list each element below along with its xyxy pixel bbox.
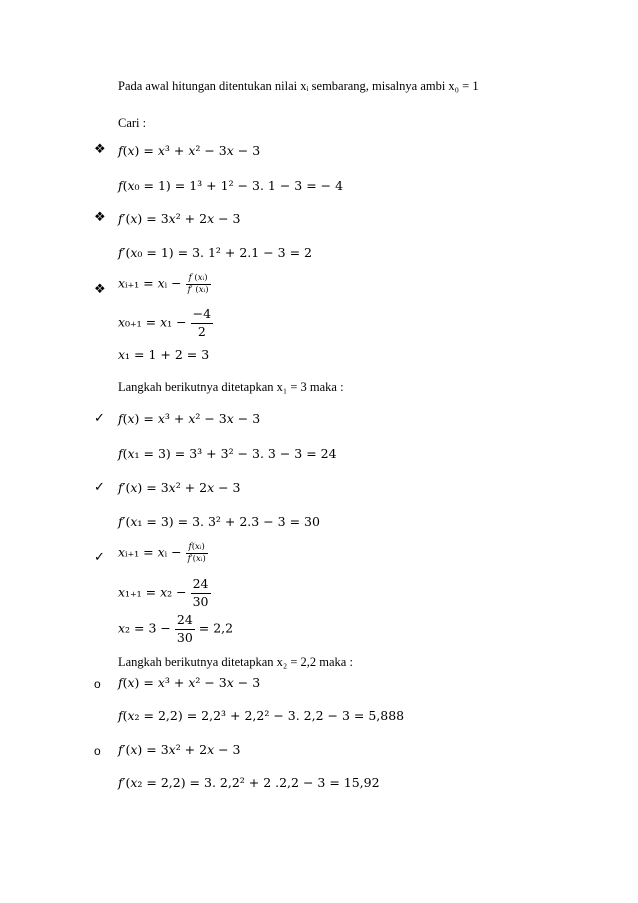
substitution-fraction [191,308,213,338]
iteration-result [118,614,233,644]
function-definition: 𝑓(𝑥) = 𝑥³ + 𝑥² − 3𝑥 − 3 [118,675,261,690]
function-definition: 𝑓(𝑥) = 𝑥³ + 𝑥² − 3𝑥 − 3 [118,143,261,158]
fraction-denominator: 𝑓′(𝑥ᵢ) [187,553,206,564]
diamond-bullet-icon: ❖ [94,210,106,225]
formula-lhs: 𝑥ᵢ₊₁ = 𝑥ᵢ − [118,275,182,291]
derivative-definition: 𝑓′(𝑥) = 3𝑥² + 2𝑥 − 3 [118,480,241,495]
substitution-fraction [191,578,211,608]
derivative-definition: 𝑓′(𝑥) = 3𝑥² + 2𝑥 − 3 [118,211,241,226]
fraction-numerator: −4 [191,308,213,324]
fraction-denominator: 𝑓′ (𝑥ᵢ) [187,284,209,295]
diamond-bullet-icon: ❖ [94,282,106,297]
newton-formula [118,543,208,563]
step-intro-text: Langkah berikutnya ditetapkan x₂ = 2,2 maka : [118,655,353,669]
cari-label: Cari : [118,116,147,130]
derivative-evaluation: 𝑓′(𝑥₀ = 1) = 3. 1² + 2.1 − 3 = 2 [118,245,312,260]
formula-fraction [186,274,211,294]
substitution-lhs: 𝑥₁₊₁ = 𝑥₂ − [118,584,187,600]
circle-bullet-icon: o [94,744,101,758]
result-rhs: = 2,2 [198,620,234,636]
step-intro-text: Langkah berikutnya ditetapkan x₁ = 3 maka : [118,380,344,394]
newton-substitution [118,308,213,338]
formula-lhs: 𝑥ᵢ₊₁ = 𝑥ᵢ − [118,544,182,560]
function-evaluation: 𝑓(𝑥₀ = 1) = 1³ + 1² − 3. 1 − 3 = − 4 [118,178,344,193]
intro-text: Pada awal hitungan ditentukan nilai xᵢ sembarang, misalnya ambi x₀ = 1 [118,79,479,93]
fraction-numerator: 𝑓 (𝑥ᵢ) [186,274,211,285]
fraction-denominator: 30 [176,629,193,645]
diamond-bullet-icon: ❖ [94,142,106,157]
check-bullet-icon: ✓ [94,550,105,565]
check-bullet-icon: ✓ [94,411,105,426]
result-lhs: 𝑥₂ = 3 − [118,620,171,636]
fraction-numerator: 𝑓(𝑥ᵢ) [186,543,208,554]
function-evaluation: 𝑓(𝑥₂ = 2,2) = 2,2³ + 2,2² − 3. 2,2 − 3 = 5,888 [118,708,405,723]
derivative-definition: 𝑓′(𝑥) = 3𝑥² + 2𝑥 − 3 [118,742,241,757]
check-bullet-icon: ✓ [94,480,105,495]
result-fraction [175,614,195,644]
derivative-evaluation: 𝑓′(𝑥₁ = 3) = 3. 3² + 2.3 − 3 = 30 [118,514,320,529]
newton-substitution [118,578,211,608]
derivative-evaluation: 𝑓′(𝑥₂ = 2,2) = 3. 2,2² + 2 .2,2 − 3 = 15,92 [118,775,380,790]
function-definition: 𝑓(𝑥) = 𝑥³ + 𝑥² − 3𝑥 − 3 [118,411,261,426]
fraction-numerator: 24 [191,578,211,594]
newton-formula [118,274,211,294]
function-evaluation: 𝑓(𝑥₁ = 3) = 3³ + 3² − 3. 3 − 3 = 24 [118,446,337,461]
circle-bullet-icon: o [94,677,101,691]
fraction-numerator: 24 [175,614,195,630]
formula-fraction [186,543,208,563]
fraction-denominator: 2 [197,323,206,339]
fraction-denominator: 30 [192,593,209,609]
iteration-result: 𝑥₁ = 1 + 2 = 3 [118,347,210,362]
substitution-lhs: 𝑥₀₊₁ = 𝑥₁ − [118,314,187,330]
